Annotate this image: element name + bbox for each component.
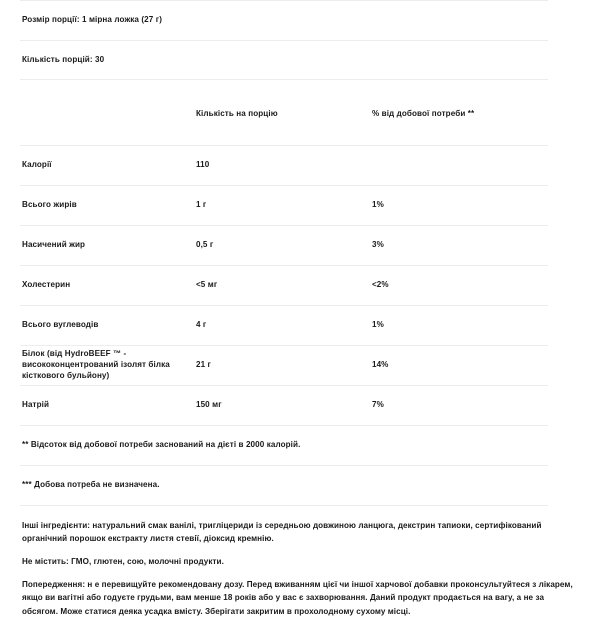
nutrient-name: Білок (від HydroBEEF ™ - висококонцентрований ізолят білка кісткового бульйону) [22, 349, 170, 380]
nutrient-amount: <5 мг [195, 280, 218, 290]
table-row [20, 146, 548, 186]
serving-size-text: Розмір порції: 1 мірна ложка (27 г) [22, 15, 162, 25]
label-notes [0, 506, 600, 618]
nutrient-dv [372, 146, 548, 186]
nutrient-dv: 7% [371, 400, 384, 410]
column-header-amount-per-serving: Кількість на порцію [195, 108, 278, 118]
nutrient-amount: 21 г [195, 360, 212, 370]
footnote-row [20, 466, 548, 506]
table-row [20, 186, 548, 226]
supplement-facts-table-body [20, 1, 548, 506]
nutrient-dv: 1% [371, 200, 384, 210]
nutrient-amount: 4 г [195, 320, 207, 330]
table-header-row [20, 80, 548, 146]
nutrient-amount: 150 мг [195, 400, 222, 410]
table-row [20, 346, 548, 386]
free-from-text: Не містить: ГМО, глютен, сою, молочні продукти. [22, 557, 224, 567]
nutrient-dv: 1% [371, 320, 384, 330]
nutrient-name: Калорії [22, 160, 52, 170]
nutrient-amount: 0,5 г [195, 240, 214, 250]
footnote-daily-value-not-established: *** Добова потреба не визначена. [22, 480, 160, 490]
nutrient-name: Холестерин [22, 280, 71, 290]
column-header-name [20, 80, 196, 146]
table-row [20, 226, 548, 266]
nutrient-name: Насичений жир [22, 240, 86, 250]
footnote-daily-value-basis: ** Відсоток від добової потреби заснований на дієті в 2000 калорій. [22, 440, 301, 450]
nutrient-name: Натрій [22, 400, 50, 410]
supplement-facts-table [20, 0, 548, 506]
footnote-row [20, 426, 548, 466]
nutrient-amount: 1 г [195, 200, 207, 210]
nutrient-amount: 110 [195, 160, 210, 170]
table-row [20, 386, 548, 426]
nutrient-dv: 3% [371, 240, 384, 250]
table-row [20, 266, 548, 306]
nutrient-name: Всього вуглеводів [22, 320, 99, 330]
servings-per-container-row [20, 41, 548, 80]
table-row [20, 306, 548, 346]
servings-per-container-text: Кількість порцій: 30 [22, 54, 105, 64]
serving-size-row [20, 1, 548, 41]
nutrient-dv: <2% [371, 280, 389, 290]
column-header-percent-daily-value: % від добової потреби ** [371, 108, 475, 118]
nutrient-dv: 14% [371, 360, 389, 370]
nutrient-name: Всього жирів [22, 200, 77, 210]
warning-text: Попередження: н е перевищуйте рекомендовану дозу. Перед вживанням цієї чи іншої харчової добавки проконсультуйтеся з лікарем, якщо ви вагітні або годуєте грудьми, вам менше 18 років або у вас є захворювання. Даний продукт продається на вагу, а не за обсягом. Може статися деяка усадка вмісту. Зберігати закритим в прохолодному сухому місці. [22, 580, 573, 616]
other-ingredients-text: Інші інгредієнти: натуральний смак ванілі, тригліцериди із середньою довжиною ланцюга, декстрин тапиоки, сертифікований органічний порошок екстракту листя стевії, діоксид кремнію. [22, 521, 542, 544]
